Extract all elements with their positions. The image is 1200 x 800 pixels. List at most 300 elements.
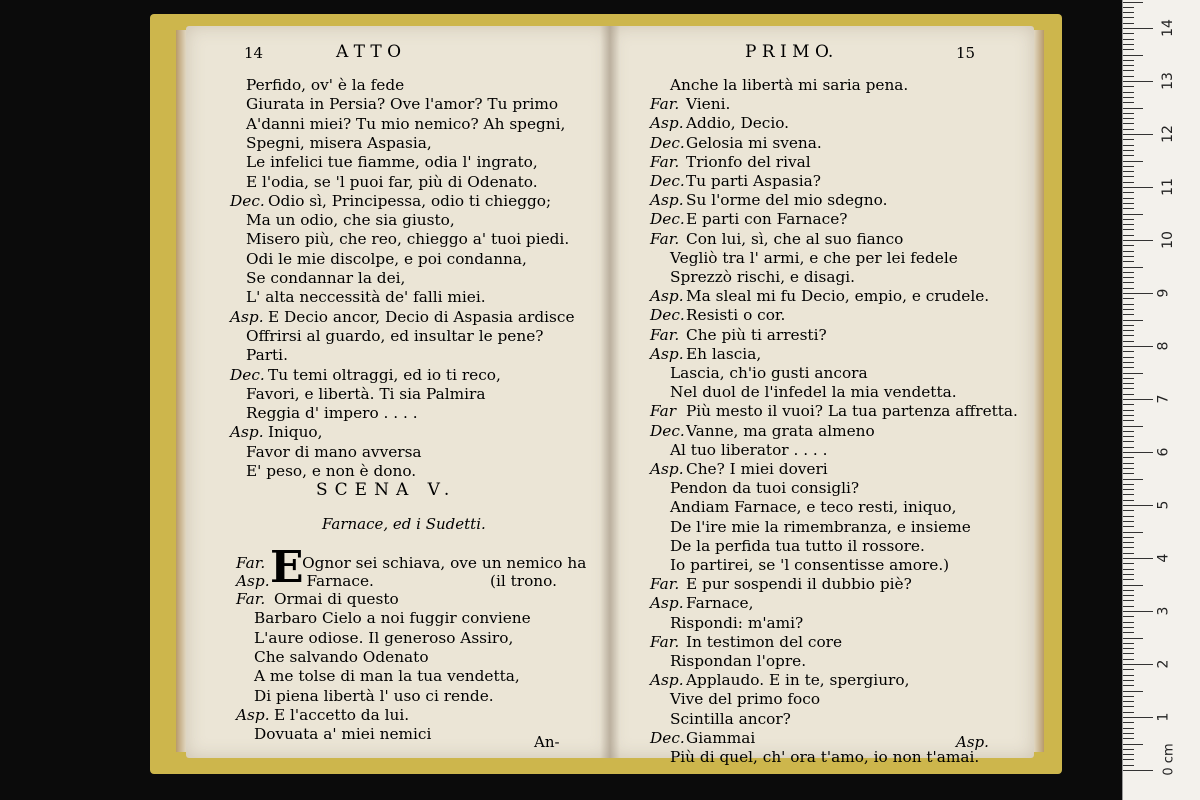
- speaker-tag: Asp.: [650, 460, 684, 478]
- dropcap-line-2: [236, 572, 374, 591]
- dropcap-line-1: [236, 554, 586, 573]
- ruler-tick: [1123, 553, 1134, 554]
- verse-text: E Decio ancor, Decio di Aspasia ardisce: [268, 307, 575, 326]
- verse-line: [650, 172, 821, 191]
- ruler-tick: [1123, 436, 1134, 437]
- ruler-tick: [1123, 463, 1134, 464]
- verse-line: [670, 364, 868, 383]
- verse-text: Reggia d' impero . . . .: [246, 404, 418, 423]
- ruler-tick: [1123, 627, 1134, 628]
- speaker-tag: Far.: [650, 325, 680, 344]
- verse-line: [650, 230, 903, 249]
- ruler-number: 4: [1155, 553, 1172, 563]
- speaker-tag: Asp.: [236, 705, 270, 724]
- right-catchword: Asp.: [956, 733, 989, 751]
- ruler-tick: [1123, 706, 1134, 707]
- ruler-tick: [1123, 632, 1134, 633]
- ruler-tick: [1123, 728, 1134, 729]
- verse-text: Su l'orme del mio sdegno.: [686, 191, 888, 210]
- speaker-tag: Dec.: [650, 728, 685, 747]
- speaker-tag: Asp.: [650, 594, 684, 613]
- verse-text: Se condannar la dei,: [246, 269, 406, 287]
- speaker-tag: Far.: [236, 554, 266, 572]
- verse-line: [254, 648, 429, 667]
- verse-text: Applaudo. E in te, spergiuro,: [686, 671, 910, 690]
- verse-text: Ognor sei schiava, ove un nemico ha: [302, 554, 587, 572]
- ruler-tick: [1123, 537, 1134, 538]
- ruler-tick: [1123, 410, 1134, 411]
- verse-line: [246, 385, 485, 404]
- scene-title: SCENA V.: [316, 480, 457, 500]
- ruler-number: 11: [1159, 178, 1176, 196]
- verse-line: [254, 667, 520, 686]
- ruler-tick: [1123, 320, 1143, 321]
- ruler-tick: [1123, 256, 1134, 257]
- ruler-tick: [1123, 399, 1153, 400]
- ruler-tick: [1123, 388, 1134, 389]
- ruler-tick: [1123, 383, 1134, 384]
- right-running-header: P R I M O.: [745, 42, 834, 62]
- ruler-tick: [1123, 341, 1134, 342]
- ruler-tick: [1123, 208, 1134, 209]
- ruler-tick: [1123, 245, 1134, 246]
- ruler-tick: [1123, 669, 1134, 670]
- verse-text: In testimon del core: [686, 632, 843, 651]
- right-page-number: 15: [956, 44, 976, 62]
- verse-line: [650, 134, 822, 153]
- verse-text: Che? I miei doveri: [686, 460, 828, 478]
- speaker-tag: Dec.: [650, 133, 685, 152]
- verse-line: [670, 537, 925, 556]
- verse-line: [650, 594, 753, 613]
- verse-line: [650, 671, 909, 690]
- ruler-tick: [1123, 415, 1134, 416]
- ruler-tick: [1123, 738, 1134, 739]
- ruler-number: 2: [1155, 659, 1172, 669]
- ruler-tick: [1123, 616, 1134, 617]
- verse-text: Le infelici tue fiamme, odia l' ingrato,: [246, 153, 538, 172]
- verse-text: Scintilla ancor?: [670, 709, 791, 728]
- ruler-tick: [1123, 563, 1134, 564]
- ruler-tick: [1123, 717, 1153, 718]
- verse-line: [236, 590, 399, 609]
- measurement-ruler: [1122, 0, 1200, 800]
- verse-line: [670, 690, 820, 709]
- ruler-tick: [1123, 479, 1143, 480]
- ruler-tick: [1123, 28, 1153, 29]
- ruler-tick: [1123, 351, 1134, 352]
- verse-line: [230, 308, 575, 327]
- verse-text: Odio sì, Principessa, odio ti chieggo;: [268, 191, 552, 210]
- ruler-tick: [1123, 277, 1134, 278]
- verse-text: Sprezzò rischi, e disagi.: [670, 268, 856, 286]
- verse-text: L' alta neccessità de' falli miei.: [246, 288, 486, 307]
- ruler-tick: [1123, 97, 1134, 98]
- ruler-tick: [1123, 484, 1134, 485]
- ruler-number: 7: [1155, 394, 1172, 404]
- verse-line: [650, 153, 811, 172]
- ruler-tick: [1123, 182, 1134, 183]
- ruler-tick: [1123, 81, 1153, 82]
- verse-line: [670, 498, 956, 517]
- verse-text: Io partirei, se 'l consentisse amore.): [670, 556, 950, 574]
- ruler-tick: [1123, 574, 1134, 575]
- ruler-tick: [1123, 489, 1134, 490]
- ruler-tick: [1123, 659, 1134, 660]
- ruler-tick: [1123, 288, 1134, 289]
- verse-line: [670, 441, 828, 460]
- verse-line: [650, 633, 842, 652]
- ruler-number: 6: [1155, 447, 1172, 457]
- speaker-tag: Asp.: [650, 344, 684, 363]
- verse-text: E pur sospendi il dubbio piè?: [686, 575, 912, 594]
- ruler-tick: [1123, 754, 1134, 755]
- ruler-number: 5: [1155, 500, 1172, 510]
- speaker-tag: Dec.: [650, 306, 685, 325]
- ruler-tick: [1123, 675, 1134, 676]
- verse-line: [230, 366, 501, 385]
- verse-line: [246, 404, 418, 423]
- verse-text: Rispondi: m'ami?: [670, 613, 804, 632]
- ruler-tick: [1123, 39, 1134, 40]
- verse-line: [246, 327, 543, 346]
- verse-text: Dovuata a' miei nemici: [254, 725, 432, 744]
- ruler-number: 8: [1155, 341, 1172, 351]
- verse-text: Parti.: [246, 346, 288, 365]
- verse-text: L'aure odiose. Il generoso Assiro,: [254, 628, 514, 647]
- ruler-tick: [1123, 134, 1153, 135]
- speaker-tag: Dec.: [650, 210, 685, 229]
- verse-text: De la perfida tua tutto il rossore.: [670, 536, 925, 555]
- verse-line: [246, 211, 455, 230]
- ruler-tick: [1123, 680, 1134, 681]
- ruler-tick: [1123, 161, 1143, 162]
- ruler-tick: [1123, 595, 1134, 596]
- speaker-tag: Dec.: [650, 172, 685, 190]
- speaker-tag: Asp.: [230, 423, 264, 442]
- ruler-tick: [1123, 653, 1134, 654]
- ruler-tick: [1123, 155, 1134, 156]
- verse-line: [670, 268, 855, 287]
- speaker-tag: Far.: [650, 229, 680, 248]
- verse-text: Gelosia mi svena.: [686, 133, 822, 152]
- verse-text: A me tolse di man la tua vendetta,: [254, 667, 520, 686]
- verse-text: Rispondan l'opre.: [670, 652, 807, 670]
- ruler-tick: [1123, 145, 1134, 146]
- verse-text: Ormai di questo: [274, 590, 399, 608]
- ruler-tick: [1123, 367, 1134, 368]
- ruler-tick: [1123, 643, 1134, 644]
- verse-line: [650, 191, 887, 210]
- verse-line: [650, 114, 789, 133]
- verse-line: [236, 706, 409, 725]
- ruler-tick: [1123, 473, 1134, 474]
- ruler-tick: [1123, 330, 1134, 331]
- verse-text: Vive del primo foco: [670, 690, 821, 709]
- verse-line: [254, 687, 494, 706]
- verse-text: Resisti o cor.: [686, 306, 786, 325]
- speaker-tag: Far: [650, 402, 677, 421]
- ruler-tick: [1123, 70, 1134, 71]
- verse-line: [670, 76, 908, 95]
- ruler-tick: [1123, 431, 1134, 432]
- verse-text: De l'ire mie la rimembranza, e insieme: [670, 517, 971, 536]
- ruler-tick: [1123, 123, 1134, 124]
- verse-line: [246, 173, 538, 192]
- verse-line: [254, 609, 531, 628]
- left-catchword: An-: [534, 733, 560, 751]
- verse-text: E l'odia, se 'l puoi far, più di Odenato.: [246, 172, 538, 191]
- ruler-tick: [1123, 505, 1153, 506]
- ruler-tick: [1123, 510, 1134, 511]
- verse-text: Iniquo,: [268, 423, 323, 442]
- verse-text: Con lui, sì, che al suo fianco: [686, 229, 904, 248]
- verse-line: [246, 288, 486, 307]
- verse-text: Farnace,: [686, 594, 754, 613]
- ruler-tick: [1123, 500, 1134, 501]
- ruler-tick: [1123, 267, 1143, 268]
- verse-text: Odi le mie discolpe, e poi condanna,: [246, 249, 527, 268]
- verse-line: [246, 250, 527, 269]
- verse-line: [650, 460, 828, 479]
- left-page-edge: [176, 30, 186, 752]
- ruler-tick: [1123, 590, 1134, 591]
- ruler-tick: [1123, 749, 1134, 750]
- speaker-tag: Far.: [650, 152, 680, 171]
- verse-text: Tu parti Aspasia?: [686, 172, 821, 190]
- ruler-tick: [1123, 272, 1134, 273]
- verse-line: [246, 153, 538, 172]
- verse-line: [650, 287, 989, 306]
- ruler-tick: [1123, 373, 1143, 374]
- ruler-tick: [1123, 314, 1134, 315]
- verse-text: Favori, e libertà. Ti sia Palmira: [246, 384, 486, 403]
- verse-text: Offrirsi al guardo, ed insultar le pene?: [246, 326, 544, 345]
- ruler-tick: [1123, 304, 1134, 305]
- verse-text: Barbaro Cielo a noi fuggir conviene: [254, 609, 531, 628]
- ruler-tick: [1123, 701, 1134, 702]
- verse-line: [670, 556, 949, 575]
- ruler-tick: [1123, 770, 1153, 771]
- turnover-line: (il trono.: [490, 572, 557, 590]
- ruler-tick: [1123, 12, 1134, 13]
- ruler-tick: [1123, 33, 1134, 34]
- verse-line: [254, 725, 431, 744]
- verse-line: [650, 95, 730, 114]
- speaker-tag: Dec.: [230, 365, 265, 384]
- verse-text: Spegni, misera Aspasia,: [246, 133, 432, 152]
- ruler-tick: [1123, 129, 1134, 130]
- ruler-tick: [1123, 759, 1134, 760]
- verse-text: Vanne, ma grata almeno: [686, 421, 875, 440]
- verse-text: E l'accetto da lui.: [274, 705, 410, 724]
- ruler-tick: [1123, 118, 1134, 119]
- verse-line: [230, 192, 551, 211]
- verse-line: [246, 76, 404, 95]
- ruler-tick: [1123, 542, 1134, 543]
- verse-line: [246, 346, 288, 365]
- ruler-number: 9: [1155, 288, 1172, 298]
- ruler-tick: [1123, 457, 1134, 458]
- ruler-tick: [1123, 108, 1143, 109]
- speaker-tag: Far.: [236, 590, 266, 608]
- ruler-number: 1: [1155, 712, 1172, 722]
- verse-line: [246, 443, 422, 462]
- ruler-tick: [1123, 325, 1134, 326]
- verse-text: Ma sleal mi fu Decio, empio, e crudele.: [686, 287, 990, 306]
- ruler-tick: [1123, 92, 1134, 93]
- ruler-tick: [1123, 2, 1143, 3]
- ruler-tick: [1123, 585, 1143, 586]
- ruler-tick: [1123, 235, 1134, 236]
- ruler-tick: [1123, 44, 1134, 45]
- ruler-tick: [1123, 606, 1134, 607]
- verse-text: Favor di mano avversa: [246, 442, 422, 461]
- ruler-tick: [1123, 7, 1134, 8]
- ruler-tick: [1123, 569, 1134, 570]
- verse-text: Ma un odio, che sia giusto,: [246, 211, 455, 230]
- ruler-tick: [1123, 346, 1153, 347]
- ruler-tick: [1123, 494, 1134, 495]
- ruler-tick: [1123, 622, 1134, 623]
- ruler-number: 10: [1159, 231, 1176, 249]
- ruler-tick: [1123, 685, 1134, 686]
- ruler-tick: [1123, 229, 1134, 230]
- ruler-tick: [1123, 293, 1153, 294]
- verse-text: Che salvando Odenato: [254, 647, 429, 666]
- left-running-header: A T T O: [336, 42, 402, 62]
- ruler-tick: [1123, 420, 1134, 421]
- ruler-tick: [1123, 357, 1134, 358]
- ruler-tick: [1123, 733, 1134, 734]
- ruler-tick: [1123, 722, 1134, 723]
- verse-text: Vieni.: [686, 95, 731, 114]
- ruler-tick: [1123, 192, 1134, 193]
- ruler-tick: [1123, 203, 1134, 204]
- verse-text: Misero più, che reo, chieggo a' tuoi piedi.: [246, 230, 570, 249]
- ruler-number: 12: [1159, 125, 1176, 143]
- verse-line: [650, 402, 1018, 421]
- verse-text: Farnace.: [306, 572, 374, 590]
- verse-text: Giammai: [686, 728, 756, 747]
- ruler-tick: [1123, 113, 1134, 114]
- verse-line: [650, 729, 755, 748]
- ruler-tick: [1123, 176, 1134, 177]
- speaker-tag: Asp.: [230, 307, 264, 326]
- verse-text: Vegliò tra l' armi, e che per lei fedele: [670, 248, 958, 267]
- verse-line: [254, 629, 513, 648]
- ruler-tick: [1123, 219, 1134, 220]
- speaker-tag: Far.: [650, 575, 680, 594]
- ruler-tick: [1123, 712, 1134, 713]
- speaker-tag: Asp.: [650, 114, 684, 133]
- speaker-tag: Asp.: [650, 287, 684, 306]
- ruler-number: 14: [1159, 19, 1176, 37]
- verse-line: [670, 748, 979, 767]
- ruler-tick: [1123, 765, 1134, 766]
- verse-line: [670, 383, 957, 402]
- verse-text: E parti con Farnace?: [686, 210, 848, 229]
- ruler-tick: [1123, 441, 1134, 442]
- verse-line: [650, 326, 827, 345]
- verse-text: Più di quel, ch' ora t'amo, io non t'amai.: [670, 748, 980, 766]
- ruler-tick: [1123, 251, 1134, 252]
- verse-line: [246, 95, 558, 114]
- verse-line: [670, 614, 803, 633]
- ruler-tick: [1123, 532, 1143, 533]
- verse-line: [670, 710, 791, 729]
- ruler-tick: [1123, 139, 1134, 140]
- ruler-tick: [1123, 102, 1134, 103]
- verse-line: [246, 115, 565, 134]
- verse-line: [670, 518, 971, 537]
- verse-line: [670, 479, 859, 498]
- verse-line: [246, 134, 432, 153]
- verse-text: E' peso, e non è dono.: [246, 462, 417, 480]
- verse-text: Anche la libertà mi saria pena.: [670, 76, 909, 94]
- ruler-tick: [1123, 240, 1153, 241]
- ruler-tick: [1123, 744, 1143, 745]
- verse-line: [650, 422, 875, 441]
- speaker-tag: Dec.: [650, 421, 685, 440]
- verse-line: [650, 345, 761, 364]
- verse-text: Trionfo del rival: [686, 152, 811, 171]
- verse-line: [670, 652, 806, 671]
- ruler-tick: [1123, 648, 1134, 649]
- verse-line: [246, 269, 405, 288]
- ruler-tick: [1123, 86, 1134, 87]
- verse-text: Che più ti arresti?: [686, 325, 827, 344]
- verse-line: [650, 575, 912, 594]
- ruler-tick: [1123, 638, 1143, 639]
- ruler-tick: [1123, 282, 1134, 283]
- ruler-tick: [1123, 600, 1134, 601]
- ruler-tick: [1123, 547, 1134, 548]
- ruler-tick: [1123, 468, 1134, 469]
- ruler-tick: [1123, 171, 1134, 172]
- ruler-tick: [1123, 261, 1134, 262]
- ruler-tick: [1123, 76, 1134, 77]
- right-page-edge: [1034, 30, 1044, 752]
- ruler-tick: [1123, 187, 1153, 188]
- ruler-tick: [1123, 298, 1134, 299]
- ruler-tick: [1123, 23, 1134, 24]
- speaker-tag: Asp.: [236, 572, 270, 590]
- ruler-tick: [1123, 224, 1134, 225]
- verse-text: Al tuo liberator . . . .: [670, 440, 828, 459]
- ruler-tick: [1123, 579, 1134, 580]
- verse-text: Addio, Decio.: [686, 114, 790, 133]
- ruler-tick: [1123, 198, 1134, 199]
- verse-line: [246, 230, 569, 249]
- verse-line: [670, 249, 958, 268]
- speaker-tag: Dec.: [230, 191, 265, 210]
- verse-text: Di piena libertà l' uso ci rende.: [254, 686, 494, 705]
- ruler-tick: [1123, 526, 1134, 527]
- verse-line: [650, 210, 847, 229]
- verse-text: Tu temi oltraggi, ed io ti reco,: [268, 365, 501, 384]
- speaker-tag: Asp.: [650, 671, 684, 690]
- ruler-tick: [1123, 664, 1153, 665]
- ruler-unit-label: 0 cm: [1161, 743, 1177, 776]
- verse-line: [650, 306, 785, 325]
- ruler-tick: [1123, 166, 1134, 167]
- verse-line: [230, 423, 323, 442]
- ruler-tick: [1123, 214, 1143, 215]
- ruler-tick: [1123, 452, 1153, 453]
- ruler-tick: [1123, 378, 1134, 379]
- speaker-tag: Far.: [650, 95, 680, 114]
